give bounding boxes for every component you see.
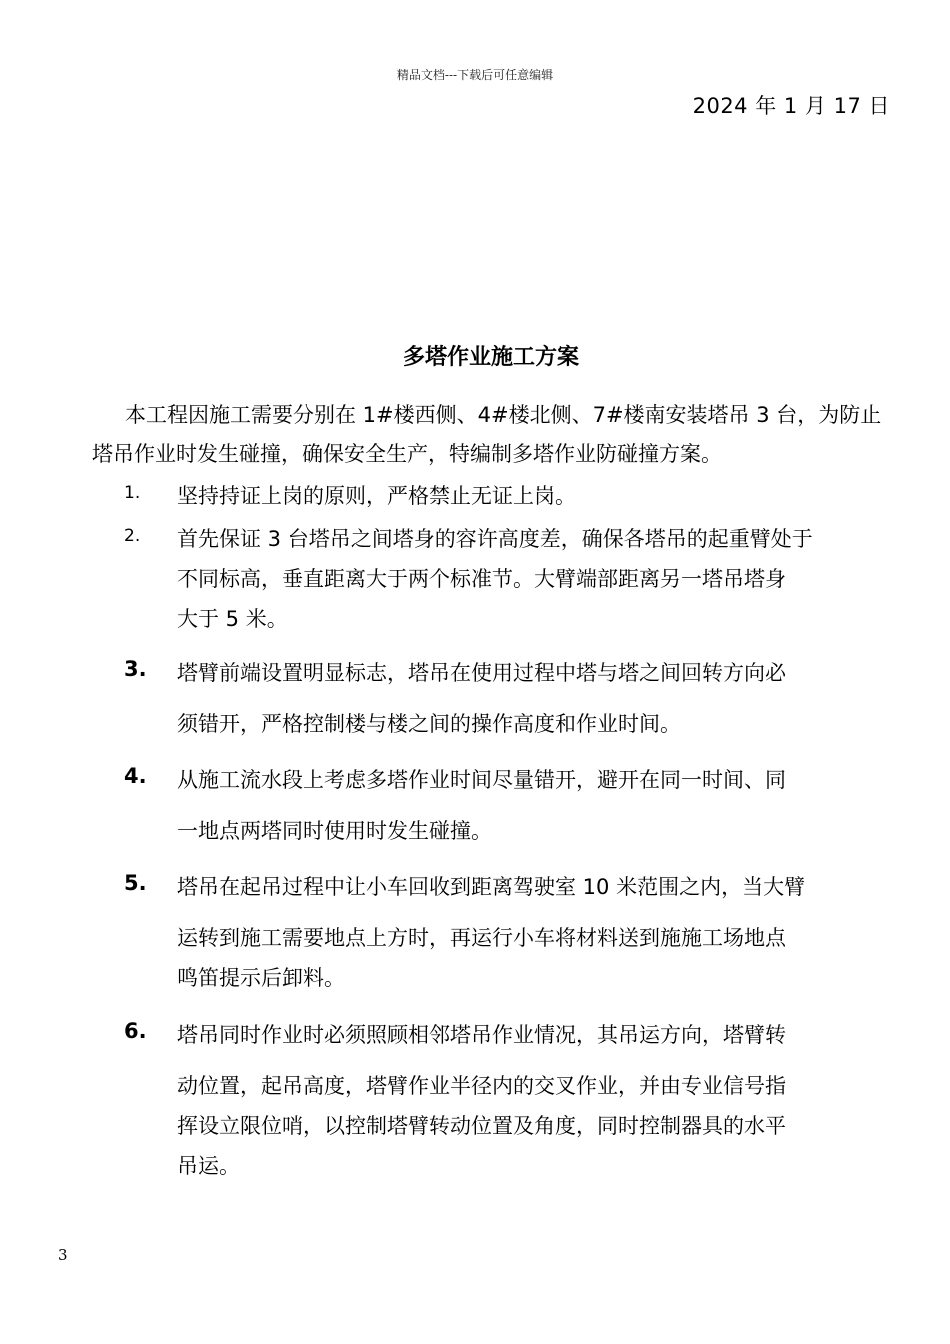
list-text-line: 不同标高，垂直距离大于两个标准节。大臂端部距离另一塔吊塔身 [177,567,786,591]
list-text-line: 鸣笛提示后卸料。 [177,966,345,990]
document-date: 2024 年 1 月 17 日 [692,94,890,118]
list-number: 3. [124,657,147,681]
list-text-line: 一地点两塔同时使用时发生碰撞。 [177,819,492,843]
document-title: 多塔作业施工方案 [402,345,579,370]
list-text-line: 吊运。 [177,1154,240,1178]
list-text-line: 首先保证 3 台塔吊之间塔身的容许高度差，确保各塔吊的起重臂处于 [177,527,813,551]
list-number: 1. [124,483,141,503]
list-text-line: 大于 5 米。 [177,607,288,631]
list-number: 5. [124,871,147,895]
list-text-line: 挥设立限位哨，以控制塔臂转动位置及角度，同时控制器具的水平 [177,1114,786,1138]
page-number: 3 [58,1246,68,1264]
list-text-line: 塔臂前端设置明显标志，塔吊在使用过程中塔与塔之间回转方向必 [177,661,786,685]
list-text-line: 动位置，起吊高度，塔臂作业半径内的交叉作业，并由专业信号指 [177,1074,786,1098]
intro-paragraph: 本工程因施工需要分别在 1#楼西侧、4#楼北侧、7#楼南安装塔吊 3 台，为防止塔吊作业时发生碰撞，确保安全生产，特编制多塔作业防碰撞方案。 [92,403,882,466]
list-text-line: 须错开，严格控制楼与楼之间的操作高度和作业时间。 [177,712,681,736]
list-text-line: 坚持持证上岗的原则，严格禁止无证上岗。 [177,484,576,508]
list-number: 4. [124,764,147,788]
list-text-line: 从施工流水段上考虑多塔作业时间尽量错开，避开在同一时间、同 [177,768,786,792]
list-number: 2. [124,526,141,546]
list-text-line: 塔吊同时作业时必须照顾相邻塔吊作业情况，其吊运方向，塔臂转 [177,1023,786,1047]
list-text-line: 运转到施工需要地点上方时，再运行小车将材料送到施施工场地点 [177,926,786,950]
list-number: 6. [124,1019,147,1043]
list-text-line: 塔吊在起吊过程中让小车回收到距离驾驶室 10 米范围之内，当大臂 [177,875,806,899]
header-note: 精品文档---下载后可任意编辑 [396,68,554,82]
